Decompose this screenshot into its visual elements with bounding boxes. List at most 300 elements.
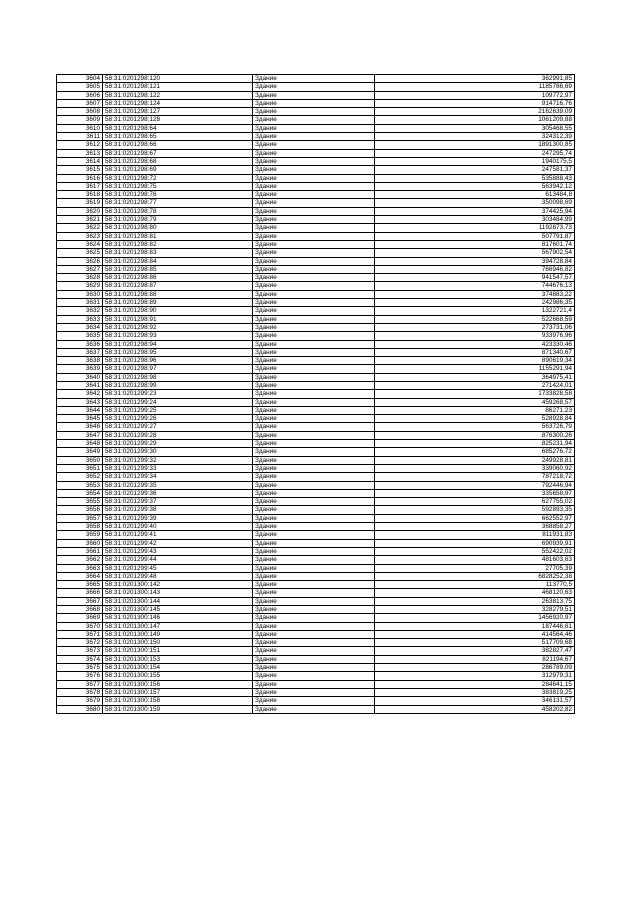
table-row [57, 655, 575, 663]
cadastral-number-cell: 58:31:0201299:27 [103, 423, 253, 431]
cadastral-value-cell: 563942,12 [375, 182, 575, 190]
object-type-cell: Здание [253, 249, 375, 257]
cadastral-number-cell: 58:31:0201299:40 [103, 523, 253, 531]
cadastral-value-cell: 1940175,5 [375, 157, 575, 165]
table-row [57, 456, 575, 464]
object-type-cell: Здание [253, 581, 375, 589]
table-row [57, 556, 575, 564]
table-row [57, 75, 575, 83]
cadastral-number-cell: 58:31:0201299:30 [103, 448, 253, 456]
table-row [57, 157, 575, 165]
cadastral-number-cell: 58:31:0201298:89 [103, 299, 253, 307]
table-row [57, 282, 575, 290]
table-row [57, 415, 575, 423]
cadastral-value-cell: 792446,94 [375, 481, 575, 489]
object-type-cell: Здание [253, 240, 375, 248]
cadastral-number-cell: 58:31:0201299:43 [103, 547, 253, 555]
row-number-cell: 3666 [57, 589, 103, 597]
row-number-cell: 3670 [57, 622, 103, 630]
object-type-cell: Здание [253, 232, 375, 240]
row-number-cell: 3665 [57, 581, 103, 589]
cadastral-value-cell: 187446,61 [375, 622, 575, 630]
cadastral-number-cell: 58:31:0201300:146 [103, 614, 253, 622]
table-row [57, 274, 575, 282]
row-number-cell: 3654 [57, 489, 103, 497]
cadastral-value-cell: 362991,85 [375, 75, 575, 83]
row-number-cell: 3626 [57, 257, 103, 265]
row-number-cell: 3632 [57, 307, 103, 315]
row-number-cell: 3672 [57, 639, 103, 647]
row-number-cell: 3676 [57, 672, 103, 680]
row-number-cell: 3604 [57, 75, 103, 83]
cadastral-value-table [56, 74, 575, 714]
cadastral-value-cell: 522668,59 [375, 315, 575, 323]
cadastral-value-cell: 458202,82 [375, 705, 575, 713]
object-type-cell: Здание [253, 174, 375, 182]
cadastral-number-cell: 58:31:0201299:36 [103, 489, 253, 497]
row-number-cell: 3662 [57, 556, 103, 564]
table-row [57, 357, 575, 365]
cadastral-value-cell: 423330,46 [375, 340, 575, 348]
table-row [57, 290, 575, 298]
object-type-cell: Здание [253, 514, 375, 522]
object-type-cell: Здание [253, 199, 375, 207]
object-type-cell: Здание [253, 182, 375, 190]
row-number-cell: 3630 [57, 290, 103, 298]
table-row [57, 381, 575, 389]
cadastral-value-cell: 286789,09 [375, 664, 575, 672]
cadastral-value-cell: 335658,97 [375, 489, 575, 497]
cadastral-value-cell: 284641,15 [375, 680, 575, 688]
row-number-cell: 3678 [57, 688, 103, 696]
object-type-cell: Здание [253, 157, 375, 165]
cadastral-number-cell: 58:31:0201298:97 [103, 365, 253, 373]
row-number-cell: 3635 [57, 332, 103, 340]
object-type-cell: Здание [253, 572, 375, 580]
cadastral-number-cell: 58:31:0201298:77 [103, 199, 253, 207]
table-row [57, 498, 575, 506]
cadastral-number-cell: 58:31:0201298:92 [103, 323, 253, 331]
row-number-cell: 3661 [57, 547, 103, 555]
cadastral-number-cell: 58:31:0201298:66 [103, 141, 253, 149]
object-type-cell: Здание [253, 523, 375, 531]
object-type-cell: Здание [253, 448, 375, 456]
table-row [57, 589, 575, 597]
table-row [57, 191, 575, 199]
cadastral-number-cell: 58:31:0201298:96 [103, 357, 253, 365]
object-type-cell: Здание [253, 365, 375, 373]
cadastral-number-cell: 58:31:0201298:128 [103, 116, 253, 124]
cadastral-number-cell: 58:31:0201300:157 [103, 688, 253, 696]
cadastral-value-cell: 1733828,58 [375, 390, 575, 398]
object-type-cell: Здание [253, 589, 375, 597]
cadastral-number-cell: 58:31:0201300:149 [103, 630, 253, 638]
cadastral-value-cell: 627755,02 [375, 498, 575, 506]
object-type-cell: Здание [253, 489, 375, 497]
table-row [57, 705, 575, 713]
object-type-cell: Здание [253, 191, 375, 199]
cadastral-value-cell: 613484,8 [375, 191, 575, 199]
table-row [57, 83, 575, 91]
object-type-cell: Здание [253, 639, 375, 647]
table-row [57, 390, 575, 398]
cadastral-value-cell: 459268,57 [375, 398, 575, 406]
table-row [57, 365, 575, 373]
row-number-cell: 3606 [57, 91, 103, 99]
table-row [57, 398, 575, 406]
object-type-cell: Здание [253, 257, 375, 265]
cadastral-value-cell: 247581,37 [375, 166, 575, 174]
object-type-cell: Здание [253, 282, 375, 290]
cadastral-number-cell: 58:31:0201298:127 [103, 108, 253, 116]
object-type-cell: Здание [253, 630, 375, 638]
cadastral-number-cell: 58:31:0201298:80 [103, 224, 253, 232]
cadastral-number-cell: 58:31:0201298:84 [103, 257, 253, 265]
table-row [57, 489, 575, 497]
object-type-cell: Здание [253, 75, 375, 83]
object-type-cell: Здание [253, 348, 375, 356]
row-number-cell: 3646 [57, 423, 103, 431]
table-row [57, 639, 575, 647]
table-row [57, 423, 575, 431]
cadastral-value-cell: 263813,75 [375, 597, 575, 605]
table-row [57, 630, 575, 638]
cadastral-number-cell: 58:31:0201300:154 [103, 664, 253, 672]
cadastral-value-cell: 528928,84 [375, 415, 575, 423]
cadastral-value-cell: 592893,35 [375, 506, 575, 514]
row-number-cell: 3640 [57, 373, 103, 381]
row-number-cell: 3668 [57, 606, 103, 614]
row-number-cell: 3611 [57, 133, 103, 141]
object-type-cell: Здание [253, 207, 375, 215]
cadastral-value-cell: 825231,94 [375, 440, 575, 448]
row-number-cell: 3648 [57, 440, 103, 448]
row-number-cell: 3607 [57, 99, 103, 107]
object-type-cell: Здание [253, 116, 375, 124]
cadastral-value-cell: 468120,63 [375, 589, 575, 597]
cadastral-number-cell: 58:31:0201298:91 [103, 315, 253, 323]
cadastral-number-cell: 58:31:0201298:95 [103, 348, 253, 356]
cadastral-number-cell: 58:31:0201300:143 [103, 589, 253, 597]
table-row [57, 299, 575, 307]
cadastral-value-cell: 1891300,85 [375, 141, 575, 149]
table-row [57, 464, 575, 472]
cadastral-number-cell: 58:31:0201300:142 [103, 581, 253, 589]
row-number-cell: 3639 [57, 365, 103, 373]
cadastral-value-cell: 1456920,97 [375, 614, 575, 622]
table-row [57, 182, 575, 190]
cadastral-number-cell: 58:31:0201298:120 [103, 75, 253, 83]
object-type-cell: Здание [253, 415, 375, 423]
cadastral-number-cell: 58:31:0201299:41 [103, 531, 253, 539]
row-number-cell: 3625 [57, 249, 103, 257]
cadastral-number-cell: 58:31:0201300:150 [103, 639, 253, 647]
table-row [57, 207, 575, 215]
object-type-cell: Здание [253, 290, 375, 298]
object-type-cell: Здание [253, 606, 375, 614]
table-row [57, 680, 575, 688]
object-type-cell: Здание [253, 357, 375, 365]
cadastral-value-cell: 552422,02 [375, 547, 575, 555]
cadastral-value-cell: 27705,39 [375, 564, 575, 572]
cadastral-number-cell: 58:31:0201299:25 [103, 406, 253, 414]
cadastral-number-cell: 58:31:0201299:23 [103, 390, 253, 398]
row-number-cell: 3620 [57, 207, 103, 215]
cadastral-number-cell: 58:31:0201298:87 [103, 282, 253, 290]
table-row [57, 531, 575, 539]
row-number-cell: 3667 [57, 597, 103, 605]
cadastral-value-cell: 382827,47 [375, 647, 575, 655]
table-row [57, 141, 575, 149]
cadastral-number-cell: 58:31:0201298:88 [103, 290, 253, 298]
cadastral-value-cell: 507791,87 [375, 232, 575, 240]
row-number-cell: 3645 [57, 415, 103, 423]
cadastral-number-cell: 58:31:0201299:48 [103, 572, 253, 580]
table-row [57, 373, 575, 381]
object-type-cell: Здание [253, 381, 375, 389]
object-type-cell: Здание [253, 332, 375, 340]
cadastral-value-cell: 305468,55 [375, 124, 575, 132]
row-number-cell: 3608 [57, 108, 103, 116]
row-number-cell: 3616 [57, 174, 103, 182]
object-type-cell: Здание [253, 531, 375, 539]
object-type-cell: Здание [253, 464, 375, 472]
table-row [57, 166, 575, 174]
table-row [57, 572, 575, 580]
row-number-cell: 3669 [57, 614, 103, 622]
cadastral-value-cell: 662552,97 [375, 514, 575, 522]
cadastral-value-cell: 933976,96 [375, 332, 575, 340]
table-row [57, 240, 575, 248]
object-type-cell: Здание [253, 390, 375, 398]
cadastral-value-cell: 364975,41 [375, 373, 575, 381]
cadastral-value-cell: 766946,82 [375, 265, 575, 273]
row-number-cell: 3612 [57, 141, 103, 149]
row-number-cell: 3657 [57, 514, 103, 522]
row-number-cell: 3628 [57, 274, 103, 282]
cadastral-value-cell: 312979,31 [375, 672, 575, 680]
object-type-cell: Здание [253, 564, 375, 572]
cadastral-value-cell: 1155291,94 [375, 365, 575, 373]
cadastral-value-cell: 685276,72 [375, 448, 575, 456]
object-type-cell: Здание [253, 91, 375, 99]
object-type-cell: Здание [253, 539, 375, 547]
cadastral-number-cell: 58:31:0201298:99 [103, 381, 253, 389]
cadastral-value-cell: 567902,54 [375, 249, 575, 257]
cadastral-number-cell: 58:31:0201298:85 [103, 265, 253, 273]
table-row [57, 406, 575, 414]
cadastral-value-cell: 1192873,73 [375, 224, 575, 232]
object-type-cell: Здание [253, 323, 375, 331]
cadastral-value-cell: 787218,72 [375, 473, 575, 481]
cadastral-number-cell: 58:31:0201298:65 [103, 133, 253, 141]
cadastral-value-cell: 914716,76 [375, 99, 575, 107]
cadastral-value-cell: 2162639,09 [375, 108, 575, 116]
cadastral-number-cell: 58:31:0201299:26 [103, 415, 253, 423]
row-number-cell: 3634 [57, 323, 103, 331]
object-type-cell: Здание [253, 108, 375, 116]
table-row [57, 257, 575, 265]
cadastral-number-cell: 58:31:0201298:69 [103, 166, 253, 174]
cadastral-number-cell: 58:31:0201299:28 [103, 431, 253, 439]
cadastral-value-cell: 374425,94 [375, 207, 575, 215]
object-type-cell: Здание [253, 664, 375, 672]
cadastral-value-cell: 690939,91 [375, 539, 575, 547]
cadastral-number-cell: 58:31:0201298:64 [103, 124, 253, 132]
cadastral-number-cell: 58:31:0201299:39 [103, 514, 253, 522]
row-number-cell: 3675 [57, 664, 103, 672]
row-number-cell: 3653 [57, 481, 103, 489]
row-number-cell: 3613 [57, 149, 103, 157]
table-row [57, 448, 575, 456]
cadastral-number-cell: 58:31:0201298:79 [103, 216, 253, 224]
cadastral-number-cell: 58:31:0201298:122 [103, 91, 253, 99]
row-number-cell: 3629 [57, 282, 103, 290]
object-type-cell: Здание [253, 655, 375, 663]
cadastral-number-cell: 58:31:0201299:37 [103, 498, 253, 506]
row-number-cell: 3644 [57, 406, 103, 414]
cadastral-value-cell: 817601,74 [375, 240, 575, 248]
row-number-cell: 3615 [57, 166, 103, 174]
object-type-cell: Здание [253, 688, 375, 696]
object-type-cell: Здание [253, 672, 375, 680]
cadastral-value-cell: 871340,67 [375, 348, 575, 356]
cadastral-value-cell: 481603,63 [375, 556, 575, 564]
object-type-cell: Здание [253, 216, 375, 224]
row-number-cell: 3605 [57, 83, 103, 91]
table-row [57, 340, 575, 348]
row-number-cell: 3677 [57, 680, 103, 688]
table-row [57, 265, 575, 273]
cadastral-number-cell: 58:31:0201299:38 [103, 506, 253, 514]
table-row [57, 199, 575, 207]
object-type-cell: Здание [253, 149, 375, 157]
cadastral-value-cell: 811931,83 [375, 531, 575, 539]
table-row [57, 307, 575, 315]
object-type-cell: Здание [253, 556, 375, 564]
row-number-cell: 3642 [57, 390, 103, 398]
object-type-cell: Здание [253, 473, 375, 481]
table-row [57, 597, 575, 605]
cadastral-value-cell: 303484,99 [375, 216, 575, 224]
row-number-cell: 3624 [57, 240, 103, 248]
table-row [57, 581, 575, 589]
object-type-cell: Здание [253, 373, 375, 381]
cadastral-value-cell: 339060,92 [375, 464, 575, 472]
cadastral-value-cell: 941547,57 [375, 274, 575, 282]
cadastral-value-cell: 1322721,4 [375, 307, 575, 315]
row-number-cell: 3609 [57, 116, 103, 124]
object-type-cell: Здание [253, 307, 375, 315]
object-type-cell: Здание [253, 614, 375, 622]
cadastral-number-cell: 58:31:0201299:35 [103, 481, 253, 489]
cadastral-number-cell: 58:31:0201298:75 [103, 182, 253, 190]
cadastral-value-cell: 273731,06 [375, 323, 575, 331]
table-row [57, 216, 575, 224]
cadastral-number-cell: 58:31:0201300:144 [103, 597, 253, 605]
table-row [57, 174, 575, 182]
cadastral-number-cell: 58:31:0201298:86 [103, 274, 253, 282]
row-number-cell: 3659 [57, 531, 103, 539]
row-number-cell: 3655 [57, 498, 103, 506]
cadastral-value-cell: 821194,67 [375, 655, 575, 663]
object-type-cell: Здание [253, 274, 375, 282]
cadastral-number-cell: 58:31:0201299:32 [103, 456, 253, 464]
object-type-cell: Здание [253, 299, 375, 307]
object-type-cell: Здание [253, 456, 375, 464]
table-row [57, 348, 575, 356]
table-row [57, 323, 575, 331]
object-type-cell: Здание [253, 265, 375, 273]
cadastral-value-cell: 517709,68 [375, 639, 575, 647]
object-type-cell: Здание [253, 547, 375, 555]
cadastral-number-cell: 58:31:0201299:34 [103, 473, 253, 481]
cadastral-number-cell: 58:31:0201298:83 [103, 249, 253, 257]
table-row [57, 124, 575, 132]
cadastral-number-cell: 58:31:0201298:124 [103, 99, 253, 107]
object-type-cell: Здание [253, 697, 375, 705]
cadastral-number-cell: 58:31:0201298:121 [103, 83, 253, 91]
cadastral-number-cell: 58:31:0201300:147 [103, 622, 253, 630]
cadastral-number-cell: 58:31:0201298:98 [103, 373, 253, 381]
object-type-cell: Здание [253, 440, 375, 448]
cadastral-value-cell: 414564,46 [375, 630, 575, 638]
object-type-cell: Здание [253, 705, 375, 713]
cadastral-number-cell: 58:31:0201298:68 [103, 157, 253, 165]
cadastral-value-cell: 271424,01 [375, 381, 575, 389]
row-number-cell: 3637 [57, 348, 103, 356]
table-row [57, 249, 575, 257]
cadastral-number-cell: 58:31:0201299:44 [103, 556, 253, 564]
row-number-cell: 3651 [57, 464, 103, 472]
cadastral-number-cell: 58:31:0201298:78 [103, 207, 253, 215]
object-type-cell: Здание [253, 83, 375, 91]
cadastral-value-cell: 1061209,88 [375, 116, 575, 124]
cadastral-number-cell: 58:31:0201298:72 [103, 174, 253, 182]
cadastral-value-cell: 890619,34 [375, 357, 575, 365]
table-row [57, 539, 575, 547]
cadastral-value-cell: 876300,26 [375, 431, 575, 439]
table-row [57, 473, 575, 481]
cadastral-number-cell: 58:31:0201299:42 [103, 539, 253, 547]
cadastral-number-cell: 58:31:0201298:76 [103, 191, 253, 199]
object-type-cell: Здание [253, 431, 375, 439]
table-row [57, 514, 575, 522]
row-number-cell: 3673 [57, 647, 103, 655]
cadastral-number-cell: 58:31:0201298:82 [103, 240, 253, 248]
table-row [57, 232, 575, 240]
object-type-cell: Здание [253, 315, 375, 323]
cadastral-value-cell: 535888,43 [375, 174, 575, 182]
cadastral-value-cell: 563726,79 [375, 423, 575, 431]
cadastral-number-cell: 58:31:0201300:155 [103, 672, 253, 680]
object-type-cell: Здание [253, 166, 375, 174]
cadastral-number-cell: 58:31:0201298:93 [103, 332, 253, 340]
table-row [57, 481, 575, 489]
row-number-cell: 3671 [57, 630, 103, 638]
cadastral-value-cell: 368858,27 [375, 523, 575, 531]
object-type-cell: Здание [253, 340, 375, 348]
row-number-cell: 3638 [57, 357, 103, 365]
table-row [57, 622, 575, 630]
cadastral-number-cell: 58:31:0201299:24 [103, 398, 253, 406]
row-number-cell: 3674 [57, 655, 103, 663]
cadastral-number-cell: 58:31:0201299:29 [103, 440, 253, 448]
object-type-cell: Здание [253, 99, 375, 107]
object-type-cell: Здание [253, 398, 375, 406]
row-number-cell: 3622 [57, 224, 103, 232]
row-number-cell: 3619 [57, 199, 103, 207]
